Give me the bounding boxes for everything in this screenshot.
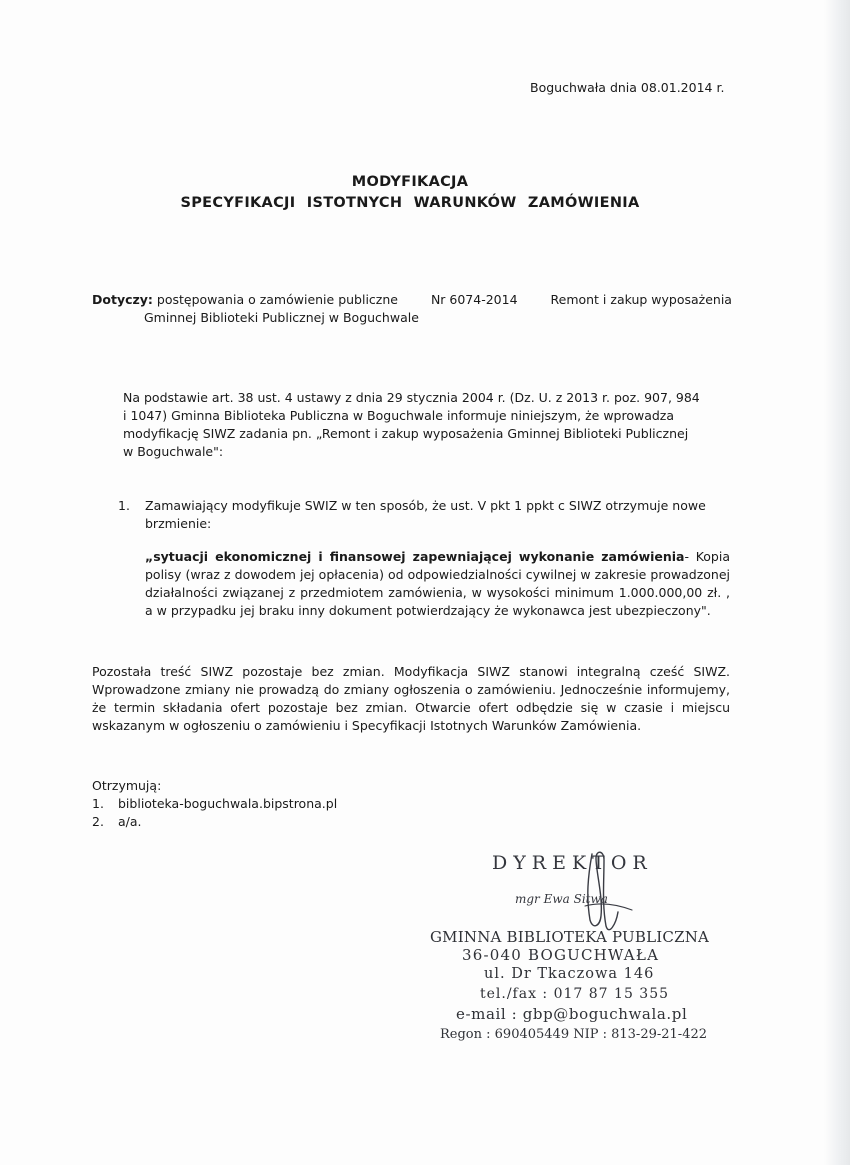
subject-line	[92, 291, 732, 309]
recipient-number: 1.	[92, 796, 104, 811]
intro-paragraph	[123, 389, 723, 461]
closing-line: Pozostała treść SIWZ pozostaje bez zmian. Modyfikacja SIWZ stanowi integralną cześć SIWZ.	[92, 664, 730, 679]
subject-text: postępowania o zamówienie publiczne	[156, 292, 398, 307]
stamp-line-street: ul. Dr Tkaczowa 146	[484, 966, 655, 982]
subject-section	[92, 291, 732, 327]
recipients-list	[92, 777, 337, 831]
date-line: Boguchwała dnia 08.01.2014 r.	[530, 80, 725, 95]
recipient-number: 2.	[92, 814, 104, 829]
subject-part-a	[92, 291, 398, 309]
tender-number: Nr 6074-2014	[430, 292, 518, 307]
stamp-line-regon: Regon : 690405449 NIP : 813-29-21-422	[440, 1027, 708, 1042]
recipient-item	[92, 813, 337, 831]
closing-paragraph	[92, 663, 730, 735]
recipient-text: biblioteka-boguchwala.bipstrona.pl	[118, 796, 338, 811]
scan-edge-shadow	[824, 0, 850, 1165]
signature-name: mgr Ewa Sitwa	[515, 892, 608, 906]
stamp-line-city: 36-040 BOGUCHWAŁA	[462, 946, 660, 964]
quote-bold-text: „sytuacji ekonomicznej i finansowej zapewniającej wykonanie zamówienia	[145, 549, 685, 564]
item-line: Zamawiający modyfikuje SWIZ w ten sposób, że ust. V pkt 1 ppkt c SIWZ otrzymuje nowe	[145, 498, 706, 513]
quote-text: - Kopia polisy (wraz z dowodem jej opłacenia) od odpowiedzialności cywilnej w zakresie prowadzonej działalności związanej z przedmiotem zamówienia, w wysokości minimum 1.000.000,00 zł. , a w przypadku jej braku inny dokument potwierdzający że wykonawca jest ubezpieczony".	[145, 549, 730, 618]
intro-line: i 1047) Gminna Biblioteka Publiczna w Boguchwale informuje niniejszym, że wprowadza	[123, 408, 675, 423]
intro-line: modyfikację SIWZ zadania pn. „Remont i zakup wyposażenia Gminnej Biblioteki Publicznej	[123, 426, 689, 441]
document-title: MODYFIKACJA	[351, 174, 469, 190]
subject-line-2: Gminnej Biblioteki Publicznej w Boguchwale	[144, 310, 419, 325]
new-wording-quote	[145, 548, 730, 620]
subject-label: Dotyczy:	[92, 292, 153, 307]
intro-line: w Boguchwale":	[123, 444, 224, 459]
recipient-text: a/a.	[118, 814, 142, 829]
recipient-item	[92, 795, 337, 813]
tender-name: Remont i zakup wyposażenia	[550, 292, 732, 307]
intro-line: Na podstawie art. 38 ust. 4 ustawy z dnia 29 stycznia 2004 r. (Dz. U. z 2013 r. poz. 907, 984	[123, 390, 700, 405]
closing-line: że termin składania ofert pozostaje bez zmian. Otwarcie ofert odbędzie się w czasie i miejscu	[92, 700, 730, 715]
stamp-line-phone: tel./fax : 017 87 15 355	[480, 986, 670, 1002]
stamp-line-email: e-mail : gbp@boguchwala.pl	[456, 1005, 688, 1023]
signature-title: DYREKTOR	[492, 852, 653, 874]
item-number: 1.	[118, 498, 130, 513]
item-text	[145, 497, 730, 533]
stamp-line-institution: GMINNA BIBLIOTEKA PUBLICZNA	[430, 928, 710, 946]
recipients-heading: Otrzymują:	[92, 778, 162, 793]
closing-line: Wprowadzone zmiany nie prowadzą do zmiany ogłoszenia o zamówieniu. Jednocześnie informujemy,	[92, 682, 730, 697]
item-line: brzmienie:	[145, 516, 212, 531]
document-subtitle: SPECYFIKACJI ISTOTNYCH WARUNKÓW ZAMÓWIENIA	[180, 195, 640, 211]
closing-line: wskazanym w ogłoszeniu o zamówieniu i Specyfikacji Istotnych Warunków Zamówienia.	[92, 718, 642, 733]
